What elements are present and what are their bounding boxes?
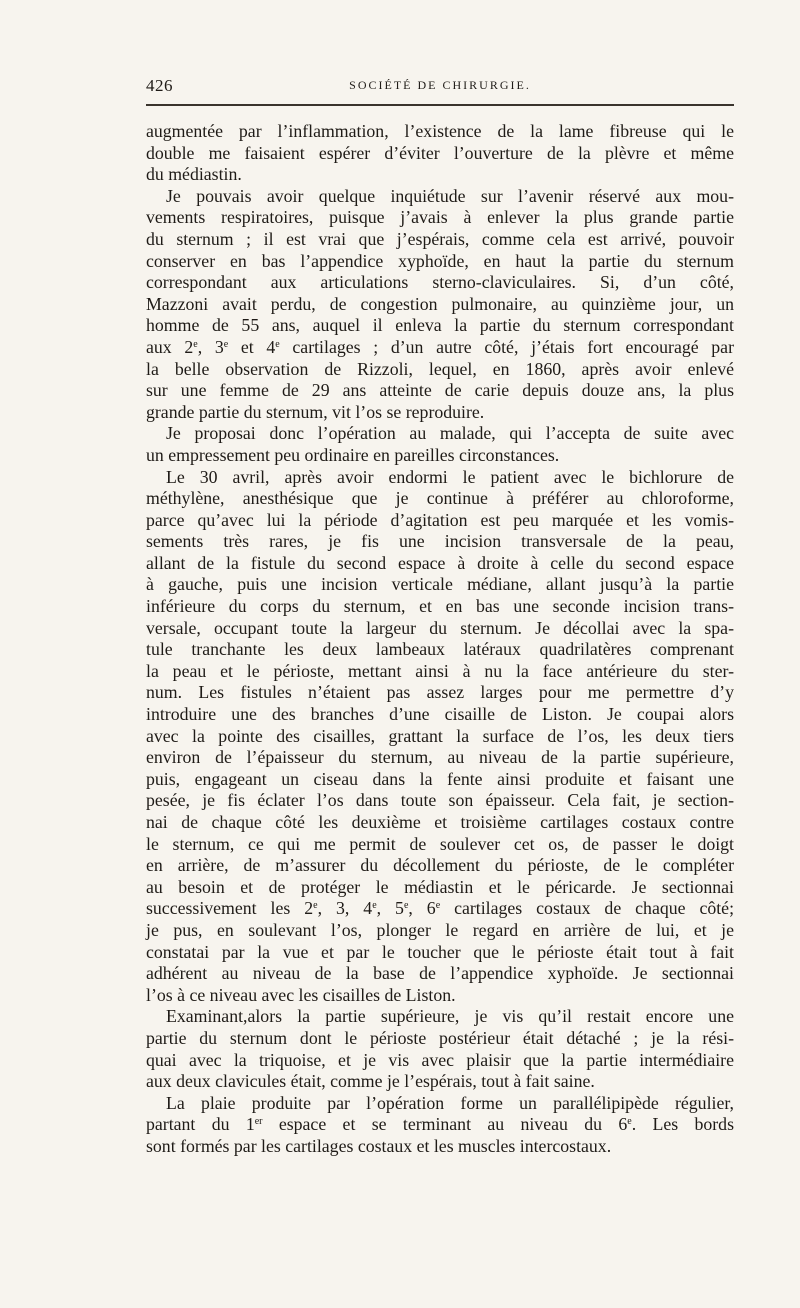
- text-line: num. Les fistules n’étaient pas assez larges pour me permettre d’y: [146, 682, 734, 703]
- text-line: Je pouvais avoir quelque inquiétude sur l’avenir réservé aux mou-: [166, 185, 734, 206]
- text-line: sements très rares, je fis une incision transversale de la peau,: [146, 531, 734, 552]
- text-line: nai de chaque côté les deuxième et troisième cartilages costaux contre: [146, 812, 734, 832]
- running-head: SOCIÉTÉ DE CHIRURGIE.: [349, 78, 531, 92]
- text-line: partie du sternum dont le périoste postérieur était détaché ; je la rési-: [146, 1027, 734, 1048]
- text-line: adhérent au niveau de la base de l’appendice xyphoïde. Je sectionnai: [146, 963, 734, 984]
- text-line: grande partie du sternum, vit l’os se reproduire.: [146, 401, 485, 422]
- text-line: le sternum, ce qui me permit de soulever cet os, de passer le doigt: [146, 833, 734, 854]
- text-line: homme de 55 ans, auquel il enleva la partie du sternum correspondant: [146, 315, 734, 336]
- text-line: versale, occupant toute la largeur du sternum. Je décollai avec la spa-: [146, 617, 734, 638]
- text-line: double me faisaient espérer d’éviter l’ouverture de la plèvre et même: [146, 142, 734, 163]
- text-line: l’os à ce niveau avec les cisailles de Liston.: [146, 984, 456, 1005]
- text-line: en arrière, de m’assurer du décollement du périoste, de le compléter: [146, 855, 734, 876]
- body-text: [146, 121, 734, 1158]
- text-line: sont formés par les cartilages costaux et les muscles intercostaux.: [146, 1135, 612, 1156]
- text-line: introduire une des branches d’une cisaille de Liston. Je coupai alors: [146, 704, 734, 725]
- text-line: environ de l’épaisseur du sternum, au niveau de la partie supérieure,: [146, 747, 734, 768]
- text-line: au besoin et de protéger le médiastin et le péricarde. Je sectionnai: [146, 876, 734, 897]
- text-line: du médiastin.: [146, 164, 242, 185]
- text-line: je pus, en soulevant l’os, plonger le regard en arrière de lui, et je: [146, 919, 734, 940]
- text-line: tule tranchante les deux lambeaux latéraux quadrilatères comprenant: [146, 639, 734, 660]
- text-line: Je proposai donc l’opération au malade, qui l’accepta de suite avec: [166, 423, 734, 444]
- text-line: à gauche, puis une incision verticale médiane, allant jusqu’à la partie: [146, 574, 734, 595]
- text-line: inférieure du corps du sternum, et en bas une seconde incision trans-: [146, 596, 734, 617]
- page-number: 426: [146, 76, 173, 95]
- text-line: allant de la fistule du second espace à droite à celle du second espace: [146, 552, 734, 573]
- text-line: augmentée par l’inflammation, l’existence de la lame fibreuse qui le: [146, 121, 734, 141]
- text-line: successivement les 2e, 3, 4e, 5e, 6e cartilages costaux de chaque côté;: [146, 898, 735, 919]
- text-line: Le 30 avril, après avoir endormi le patient avec le bichlorure de: [166, 466, 734, 487]
- text-line: la peau et le périoste, mettant ainsi à nu la face antérieure du ster-: [146, 660, 734, 681]
- text-line: aux 2e, 3e et 4e cartilages ; d’un autre côté, j’étais fort encouragé par: [146, 336, 735, 357]
- text-line: un empressement peu ordinaire en pareilles circonstances.: [146, 444, 560, 465]
- text-line: parce qu’avec lui la période d’agitation est peu marquée et les vomis-: [146, 509, 734, 530]
- text-line: la belle observation de Rizzoli, lequel, en 1860, après avoir enlevé: [146, 358, 734, 379]
- text-line: quai avec la triquoise, et je vis avec plaisir que la partie intermédiaire: [146, 1049, 734, 1070]
- text-line: sur une femme de 29 ans atteinte de carie depuis douze ans, la plus: [146, 380, 734, 401]
- text-line: du sternum ; il est vrai que j’espérais, comme cela est arrivé, pouvoir: [146, 228, 734, 249]
- header-rule: [146, 104, 734, 106]
- text-line: Mazzoni avait perdu, de congestion pulmonaire, au quinzième jour, un: [146, 293, 734, 314]
- text-line: constatai par la vue et par le toucher que le périoste était tout à fait: [146, 941, 734, 962]
- text-line: puis, engageant un ciseau dans la fente ainsi produite et faisant une: [146, 768, 734, 789]
- page-header: [146, 76, 734, 100]
- text-line: aux deux clavicules était, comme je l’espérais, tout à fait saine.: [146, 1071, 595, 1092]
- text-line: pesée, je fis éclater l’os dans toute son épaisseur. Cela fait, je section-: [146, 790, 734, 811]
- text-line: Examinant,alors la partie supérieure, je vis qu’il restait encore une: [166, 1006, 734, 1027]
- text-line: partant du 1er espace et se terminant au niveau du 6e. Les bords: [146, 1114, 734, 1135]
- text-line: vements respiratoires, puisque j’avais à enlever la plus grande partie: [146, 207, 734, 228]
- text-line: méthylène, anesthésique que je continue à préférer au chloroforme,: [146, 488, 734, 509]
- text-line: avec la pointe des cisailles, grattant la surface de l’os, les deux tiers: [146, 725, 734, 746]
- text-line: La plaie produite par l’opération forme un parallélipipède régulier,: [166, 1092, 734, 1113]
- text-line: correspondant aux articulations sterno-claviculaires. Si, d’un côté,: [146, 272, 734, 293]
- text-line: conserver en bas l’appendice xyphoïde, en haut la partie du sternum: [146, 250, 734, 271]
